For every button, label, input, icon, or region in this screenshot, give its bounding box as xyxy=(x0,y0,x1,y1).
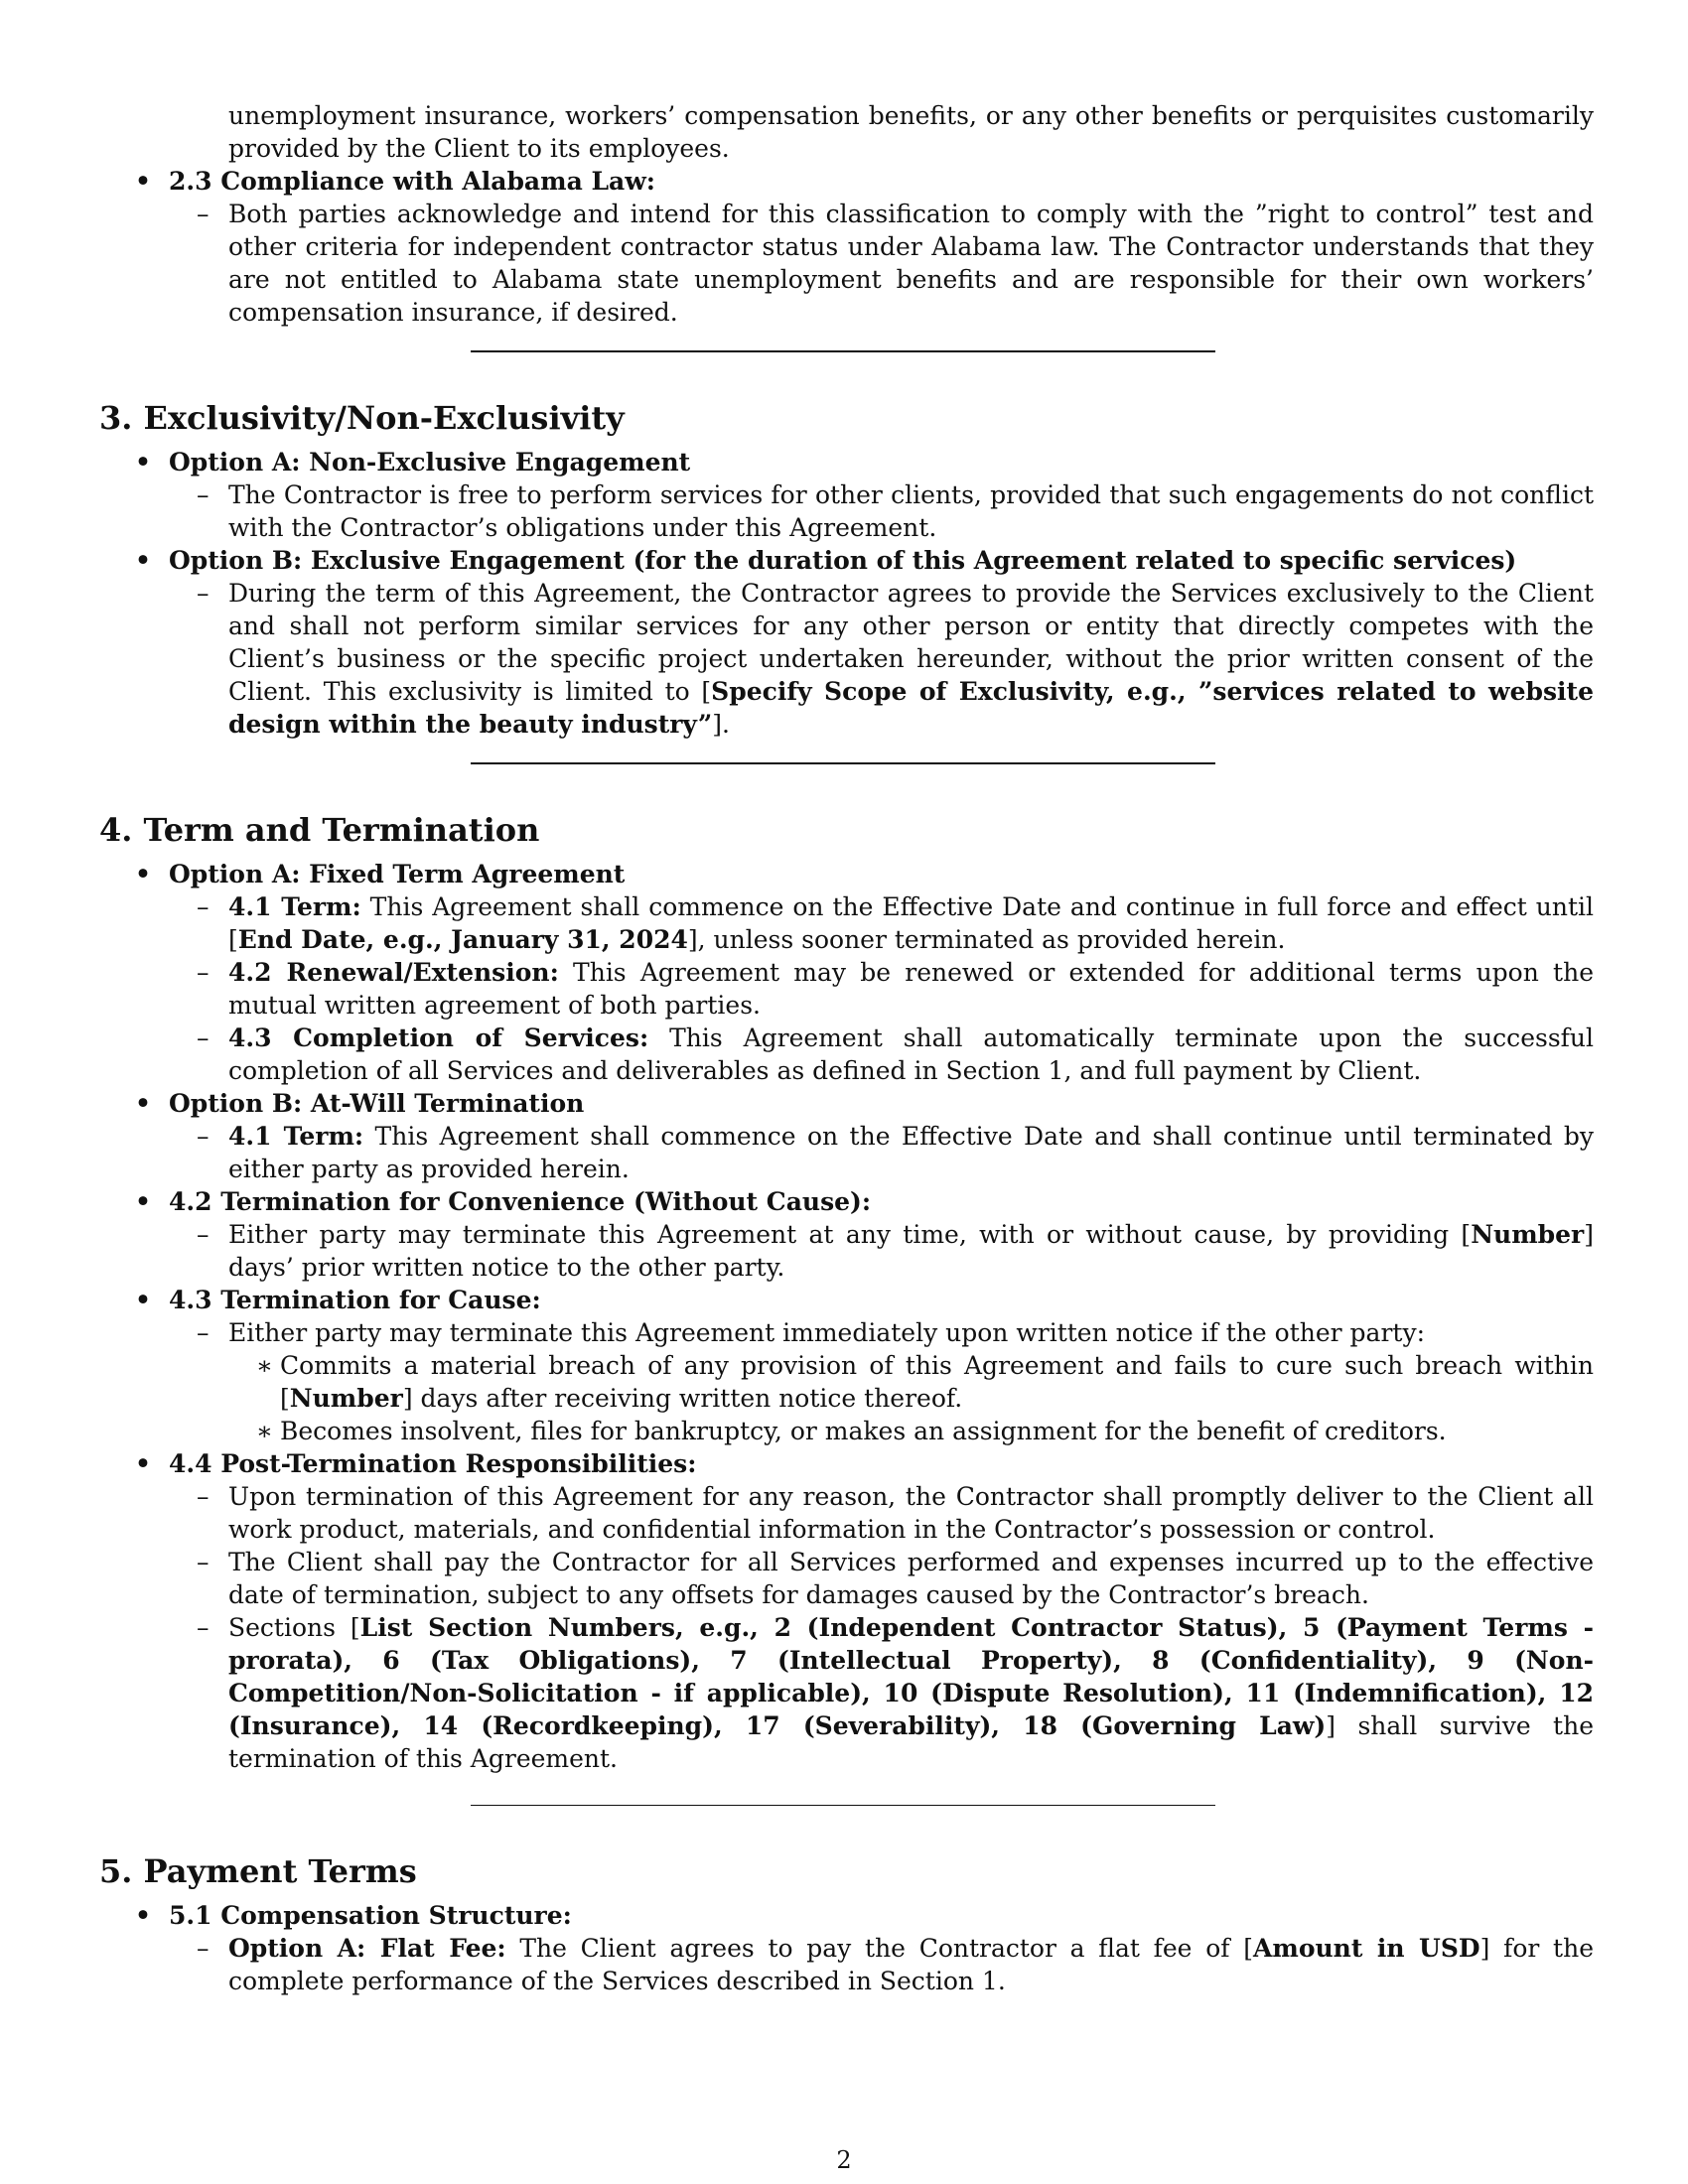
list-item xyxy=(169,1218,1594,1284)
item-text: Becomes insolvent, files for bankruptcy, or makes an assignment for the benefit of creditors. xyxy=(280,1417,1447,1445)
text-span: ]. xyxy=(712,710,730,739)
text-span: This Agreement may be renewed or extended for additional terms upon the mutual written agreement of both parties. xyxy=(228,958,1594,1020)
list-item xyxy=(169,1611,1594,1775)
item-text: Upon termination of this Agreement for any reason, the Contractor shall promptly deliver to the Client all work product, materials, and confidential information in the Contractor’s possession or control. xyxy=(228,1482,1594,1544)
bold-placeholder: List Section Numbers, e.g., 2 (Independent Contractor Status), 5 (Payment Terms - prorata), 6 (Tax Obligations), 7 (Intellectual Property), 8 (Confidentiality), 9 (Non-Competition/Non-Solicitation - if applicable), 10 (Dispute Resolution), 11 (Indemnification), 12 (Insurance), 14 (Recordkeeping), 17 (Severability), 18 (Governing Law) xyxy=(228,1613,1594,1740)
intro-continuation: unemployment insurance, workers’ compensation benefits, or any other benefits or perquisites customarily provided by the Client to its employees. xyxy=(228,101,1594,163)
text-span: Sections [ xyxy=(228,1613,360,1642)
list-item xyxy=(169,1546,1594,1611)
item-text xyxy=(228,1932,1594,1997)
text-span: ] for the complete performance of the Services described in Section 1. xyxy=(228,1934,1594,1995)
list-item xyxy=(99,858,1594,1087)
bold-placeholder: Number xyxy=(1471,1220,1585,1249)
bullet-marker: • xyxy=(135,1187,151,1216)
dash-marker: – xyxy=(197,1482,210,1511)
item-title: Option B: Exclusive Engagement (for the duration of this Agreement related to specific services) xyxy=(169,546,1517,575)
item-text xyxy=(228,956,1594,1022)
list-item xyxy=(99,544,1594,741)
item-title: Option A: Fixed Term Agreement xyxy=(169,860,626,888)
text-span: The Client agrees to pay the Contractor a flat fee of [ xyxy=(505,1934,1253,1963)
list-item xyxy=(99,1185,1594,1284)
bold-placeholder: Number xyxy=(289,1384,403,1413)
section3-list xyxy=(99,446,1594,741)
item-text xyxy=(228,890,1594,956)
item-text: The Contractor is free to perform services for other clients, provided that such engagements do not conflict with the Contractor’s obligations under this Agreement. xyxy=(228,480,1594,542)
list-item xyxy=(228,1349,1594,1415)
list-item xyxy=(99,446,1594,544)
list-item xyxy=(99,1899,1594,1997)
bullet-marker: • xyxy=(135,860,151,888)
dash-marker: – xyxy=(197,579,210,608)
list-item xyxy=(169,1120,1594,1185)
section-heading: 4. Term and Termination xyxy=(99,811,540,849)
text-span: This Agreement shall automatically terminate upon the successful completion of all Services and deliverables as defined in Section 1, and full payment by Client. xyxy=(228,1024,1594,1085)
item-text xyxy=(228,1611,1594,1775)
item-title: 4.2 Termination for Convenience (Without Cause): xyxy=(169,1187,872,1216)
bold-placeholder: Specify Scope of Exclusivity, e.g., ”services related to website design within the beauty industry” xyxy=(228,677,1594,739)
bullet-marker: • xyxy=(135,1089,151,1118)
item-title: 2.3 Compliance with Alabama Law: xyxy=(169,167,656,196)
item-text xyxy=(228,577,1594,741)
list-item xyxy=(169,577,1594,741)
section4-list xyxy=(99,858,1594,1775)
list-item xyxy=(99,1087,1594,1185)
list-item xyxy=(169,956,1594,1022)
dash-marker: – xyxy=(197,200,210,228)
dash-marker: – xyxy=(197,1122,210,1151)
text-span: Commits a material breach of any provision of this Agreement and fails to cure such breach within [ xyxy=(280,1351,1594,1413)
section-heading: 3. Exclusivity/Non-Exclusivity xyxy=(99,399,625,437)
item-label: 4.1 Term: xyxy=(228,1122,364,1151)
list-item xyxy=(99,1284,1594,1447)
list-item xyxy=(169,1022,1594,1087)
text-span: ] days after receiving written notice thereof. xyxy=(402,1384,963,1413)
star-marker: ∗ xyxy=(256,1351,273,1380)
item-label: Option A: Flat Fee: xyxy=(228,1934,506,1963)
text-span: ], unless sooner terminated as provided herein. xyxy=(687,925,1286,954)
item-title: 5.1 Compensation Structure: xyxy=(169,1901,572,1930)
list-item xyxy=(169,1480,1594,1546)
section2-list xyxy=(99,165,1594,329)
dash-marker: – xyxy=(197,1934,210,1963)
bullet-marker: • xyxy=(135,546,151,575)
list-item xyxy=(228,1415,1594,1447)
item-label: 4.3 Completion of Services: xyxy=(228,1024,649,1052)
dash-marker: – xyxy=(197,958,210,987)
item-text: Both parties acknowledge and intend for this classification to comply with the ”right to control” test and other criteria for independent contractor status under Alabama law. The Contractor understands that they are not entitled to Alabama state unemployment benefits and are responsible for their own workers’ compensation insurance, if desired. xyxy=(228,200,1594,327)
text-span: Either party may terminate this Agreement at any time, with or without cause, by providing [ xyxy=(228,1220,1472,1249)
item-text: Either party may terminate this Agreement immediately upon written notice if the other party: xyxy=(228,1318,1426,1347)
text-span: During the term of this Agreement, the Contractor agrees to provide the Services exclusively to the Client and shall not perform similar services for any other person or entity that directly competes with the Client’s business or the specific project undertaken hereunder, without the prior written consent of the Client. This exclusivity is limited to [ xyxy=(228,579,1594,706)
page-number: 2 xyxy=(836,2146,852,2174)
text-span: This Agreement shall commence on the Effective Date and shall continue until terminated by either party as provided herein. xyxy=(228,1122,1594,1183)
list-item xyxy=(169,890,1594,956)
list-item xyxy=(169,1932,1594,1997)
bullet-marker: • xyxy=(135,448,151,477)
list-item xyxy=(99,165,1594,329)
list-item xyxy=(169,1316,1594,1447)
star-marker: ∗ xyxy=(256,1417,273,1445)
item-title: 4.3 Termination for Cause: xyxy=(169,1286,541,1314)
list-item xyxy=(99,1447,1594,1775)
dash-marker: – xyxy=(197,1318,210,1347)
item-text xyxy=(280,1349,1594,1415)
list-item xyxy=(169,198,1594,329)
item-label: 4.1 Term: xyxy=(228,892,361,921)
item-label: 4.2 Renewal/Extension: xyxy=(228,958,559,987)
bullet-marker: • xyxy=(135,167,151,196)
item-text xyxy=(228,1120,1594,1185)
item-title: 4.4 Post-Termination Responsibilities: xyxy=(169,1449,697,1478)
list-item xyxy=(169,478,1594,544)
item-text xyxy=(228,1218,1594,1284)
bullet-marker: • xyxy=(135,1901,151,1930)
dash-marker: – xyxy=(197,1613,210,1642)
bullet-marker: • xyxy=(135,1286,151,1314)
item-title: Option A: Non-Exclusive Engagement xyxy=(169,448,691,477)
section-heading: 5. Payment Terms xyxy=(99,1852,417,1890)
bold-placeholder: Amount in USD xyxy=(1252,1934,1480,1963)
dash-marker: – xyxy=(197,892,210,921)
dash-marker: – xyxy=(197,1548,210,1576)
bold-placeholder: End Date, e.g., January 31, 2024 xyxy=(237,925,688,954)
bullet-marker: • xyxy=(135,1449,151,1478)
dash-marker: – xyxy=(197,1220,210,1249)
section5-list xyxy=(99,1899,1594,1997)
dash-marker: – xyxy=(197,1024,210,1052)
text-span: This Agreement shall commence on the Effective Date and continue in full force and effect until [ xyxy=(228,892,1594,954)
item-title: Option B: At-Will Termination xyxy=(169,1089,585,1118)
dash-marker: – xyxy=(197,480,210,509)
text-span: ] shall survive the termination of this Agreement. xyxy=(228,1711,1594,1773)
item-text: The Client shall pay the Contractor for all Services performed and expenses incurred up to the effective date of termination, subject to any offsets for damages caused by the Contractor’s breach. xyxy=(228,1548,1594,1609)
document-page xyxy=(99,99,1594,1997)
text-span: ] days’ prior written notice to the other party. xyxy=(228,1220,1594,1282)
item-text xyxy=(228,1022,1594,1087)
